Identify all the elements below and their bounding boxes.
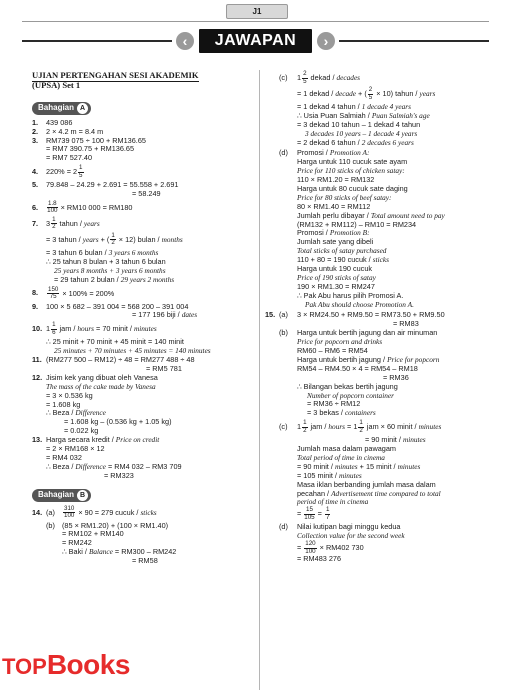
chevron-right-icon[interactable]: › <box>317 32 335 50</box>
section-title: UJIAN PERTENGAHAN SESI AKADEMIK (UPSA) Set 1 <box>32 70 199 90</box>
answer-14c: (c) 1 $\frac{2}{5}$ dekad / decades <box>279 70 361 85</box>
right-column: (c) 1 $\frac{2}{5}$ dekad / decades = 1 dekad / decade + ( $\frac{2}{5}$ × 10) tahun / years = 1 dekad 4 tahun / 1 decade 4 years ∴ Usia Puan Salmiah / Puan Salmiah's age = 3 dekad 10 tahun – 1 dekad 4 tahun 3 decades 10 years – 1 decade 4 years = 2 dekad 6 tahun / 2 decades 6 years (d) Promosi / Promotion A: Harga untuk 110 cucuk sate ayam Price for 110 sticks of chicken satay: 110 × RM1.20 = RM132 Harga untuk 80 cucuk sate daging Price for 80 sticks of beef satay: 80 × RM1.40 = RM112 Jumlah perlu dibayar / Total amount need to pay (RM132 + RM112) – RM10 = RM234 Promosi / Promotion B: Jumlah sate yang dibeli Total sticks of satay purchased 110 + 80 = 190 cucuk / sticks Harga untuk 190 cucuk Price of 190 sticks of satay 190 × RM1.30 = RM247 ∴ Pak Abu harus pilih Promosi A. Pak Abu should choose Promotion A. 15. (a) 3 × RM24.50 + RM9.50 = RM73.50 + RM9.50 = RM83 (b) Harga untuk bertih jagung dan air minuman Price for popcorn and drinks RM60 – RM6 = RM54 Harga untuk bertih jagung / Price for popcorn RM54 – RM4.50 × 4 = RM54 – RM18 = RM36 ∴ Bilangan bekas bertih jagung Number of popcorn container = RM36 ÷ RM12 = 3 bekas / containers (c) 1 $\frac{1}{2}$ jam / hours = 1 $\frac{1}{2}$ jam × 60 minit / minutes = 90 minit / minutes Jumlah masa dalam pawagam Total period of time in cinema = 90 minit / minutes + 15 minit / minutes = 105 minit / minutes Masa iklan berbanding jumlah masa dalam pecahan / Advertisement time compared to total period of time in cinema = $\frac{15}{105}$ = $\frac{1}{7}$ (d) Nilai kutipan bagi minggu kedua Collection value for the second week = $\frac{120}{100}$ × RM402 730 = RM483 276 <box>265 71 497 564</box>
column-divider <box>259 70 260 690</box>
chevron-left-icon[interactable]: ‹ <box>176 32 194 50</box>
answer-7: 7. 3 $\frac{1}{2}$ tahun / years <box>32 215 100 231</box>
banner-line-right <box>339 40 489 42</box>
answer-1: 1. 439 086 <box>32 117 73 127</box>
bahagian-a-badge: Bahagian A <box>32 102 91 115</box>
answer-12: 12. Jisim kek yang dibuat oleh Vanesa <box>32 372 158 382</box>
banner-line-left <box>22 40 172 42</box>
answer-6: 6. $\frac{1.8}{100}$ × RM10 000 = RM180 <box>32 199 133 215</box>
answer-15b: (b) Harga untuk bertih jagung dan air minuman <box>279 328 438 338</box>
answer-15a: 15. (a) 3 × RM24.50 + RM9.50 = RM73.50 + RM9.50 <box>265 310 445 320</box>
answer-3: 3. RM739 075 ÷ 100 + RM136.65 <box>32 135 146 145</box>
answer-14b: (b) (85 × RM1.20) + (100 × RM1.40) <box>46 520 169 530</box>
banner-title: JAWAPAN <box>199 29 312 53</box>
answer-11: 11. (RM277 500 – RM12) ÷ 48 = RM277 488 ÷ 48 <box>32 355 195 365</box>
answer-8: 8. $\frac{150}{75}$ × 100% = 200% <box>32 285 115 301</box>
header-rule <box>22 21 489 22</box>
answer-5: 5. 79.848 – 24.29 + 2.691 = 55.558 + 2.691 <box>32 180 179 190</box>
page-code: J1 <box>226 4 288 19</box>
answer-15c: (c) 1 $\frac{1}{2}$ jam / hours = 1 $\frac{1}{2}$ jam × 60 minit / minutes <box>279 419 442 434</box>
answer-14d: (d) Promosi / Promotion A: <box>279 148 370 158</box>
answer-15d: (d) Nilai kutipan bagi minggu kedua <box>279 522 401 532</box>
banner <box>0 27 511 55</box>
bahagian-b-badge: Bahagian B <box>32 489 91 502</box>
answer-2: 2. 2 × 4.2 m = 8.4 m <box>32 126 104 136</box>
left-column: UJIAN PERTENGAHAN SESI AKADEMIK (UPSA) Set 1 Bahagian A 1. 439 086 2. 2 × 4.2 m = 8.4 m 3. RM739 075 ÷ 100 + RM136.65 = RM7 390.75 + RM136.65 = RM7 527.40 4. 220% = 2 $\frac{1}{5}$ 5. 79.848 – 24.29 + 2.691 = 55.558 + 2.691 = 58.249 6. $\frac{1.8}{100}$ × RM10 000 = RM180 7. 3 $\frac{1}{2}$ tahun / years = 3 tahun / years + ( $\frac{1}{2}$ × 12) bulan / months = 3 tahun 6 bulan / 3 years 6 months ∴ 25 tahun 8 bulan + 3 tahun 6 bulan 25 years 8 months + 3 years 6 months = 29 tahun 2 bulan / 29 years 2 months 8. $\frac{150}{75}$ × 100% = 200% 9. 100 × 5 682 – 391 004 = 568 200 – 391 004 = 177 196 biji / dates 10. 1 $\frac{1}{6}$ jam / hours = 70 minit / minutes ∴ 25 minit + 70 minit + 45 minit = 140 minit 25 minutes + 70 minutes + 45 minutes = 140 minutes 11. (RM277 500 – RM12) ÷ 48 = RM277 488 ÷ 48 = RM5 781 12. Jisim kek yang dibuat oleh Vanesa The mass of the cake made by Vanesa = 3 × 0.536 kg = 1.608 kg ∴ Beza / Difference = 1.608 kg – (0.536 kg + 1.05 kg) = 0.022 kg 13. Harga secara kredit / Price on credit = 2 × RM168 × 12 = RM4 032 ∴ Beza / Difference = RM4 032 – RM3 709 = RM323 Bahagian B 14. (a) $\frac{310}{100}$ × 90 = 279 cucuk / sticks (b) (85 × RM1.20) + (100 × RM1.40) = RM102 + RM140 = RM242 ∴ Baki / Balance = RM300 – RM242 = RM58 <box>32 71 254 566</box>
answer-14a: 14. (a) $\frac{310}{100}$ × 90 = 279 cucuk / sticks <box>32 504 157 520</box>
answer-9: 9. 100 × 5 682 – 391 004 = 568 200 – 391 004 <box>32 301 189 311</box>
answer-4: 4. 220% = 2 $\frac{1}{5}$ <box>32 164 83 179</box>
topbooks-watermark-logo: TOPBooks <box>2 649 130 680</box>
answer-10: 10. 1 $\frac{1}{6}$ jam / hours = 70 minit / minutes <box>32 321 157 336</box>
answer-13: 13. Harga secara kredit / Price on credit <box>32 435 160 445</box>
